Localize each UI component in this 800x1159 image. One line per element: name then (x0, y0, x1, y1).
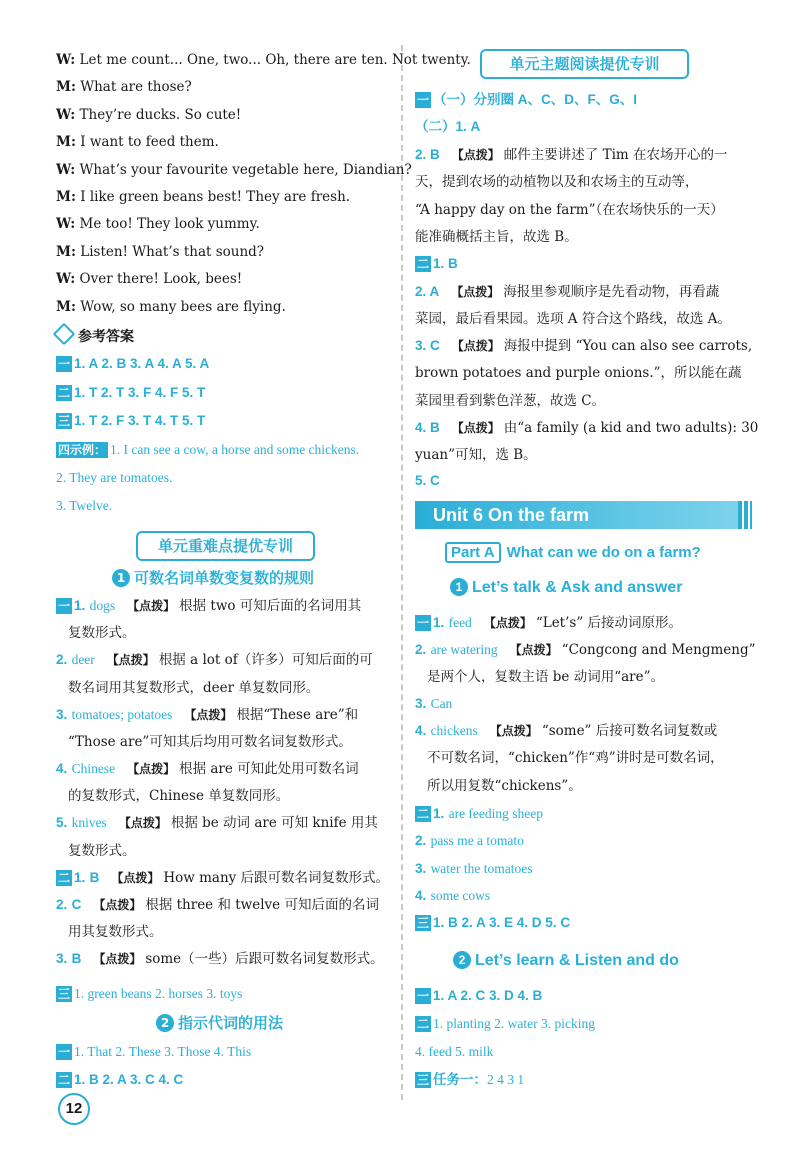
item-number: 2. (415, 833, 427, 849)
topic-heading-2: 2 指示代词的用法 (156, 1012, 283, 1033)
answer-item (56, 596, 361, 616)
unit-topic2-section2: 二 1. planting 2. water 3. picking (417, 1016, 595, 1031)
answer-item (56, 949, 384, 969)
tip-label: 【点拨】 (451, 285, 500, 299)
item-answer: feed (448, 615, 472, 630)
decorative-stripes (738, 501, 752, 529)
tip-text: 复数形式。 (68, 842, 136, 859)
answer-values: 1. T 2. T 3. F 4. F 5. T (74, 384, 206, 400)
item-answer: are watering (430, 642, 498, 657)
speaker-label: M: (56, 189, 76, 205)
speaker-label: W: (56, 52, 76, 68)
section-badge: 一 (58, 1045, 71, 1059)
speaker-label: W: (56, 271, 76, 288)
item-number: 1. (74, 869, 86, 885)
dialogue-text: Over there! Look, bees! (79, 271, 243, 288)
dialogue-text: I want to feed them. (80, 134, 219, 151)
answer-item (415, 694, 452, 714)
item-answer: B (89, 869, 100, 885)
answer-item (415, 145, 728, 165)
tip-text: 根据 three 和 twelve 可知后面的名词 (145, 896, 379, 913)
section-badge: 二 (417, 257, 430, 271)
tip-text: 菜园，最后看果园。选项 A 符合这个路线，故选 A。 (415, 311, 731, 328)
item-answer: dogs (89, 598, 116, 613)
dialogue-text: Me too! They look yummy. (79, 216, 260, 233)
tip-label: 【点拨】 (451, 421, 500, 435)
item-number: 1. (74, 598, 86, 613)
reading-part2: （二）1. A (415, 119, 481, 134)
answer-item (415, 859, 533, 879)
answer-row (56, 411, 205, 431)
topic-heading-1: 1 Let’s talk & Ask and answer (450, 578, 682, 597)
reading-part1: 一 （一）分别圈 A、C、D、F、G、I (417, 92, 638, 107)
tip-text-continued (415, 172, 699, 192)
answer-text: 1. I can see a cow, a horse and some chickens. (110, 442, 360, 457)
tip-text-continued (68, 841, 136, 861)
dialogue-line (56, 160, 412, 180)
item-number: 2. B (415, 147, 440, 162)
tip-text: brown potatoes and purple onions.”，所以能在蔬 (415, 365, 742, 382)
item-number: 2. (56, 652, 68, 668)
section-badge: 三 (417, 916, 430, 930)
dialogue-text: They’re ducks. So cute! (79, 106, 242, 123)
item-number: 4. (415, 723, 427, 739)
tip-label: 【点拨】 (509, 643, 558, 657)
answer-item (415, 640, 756, 660)
section-badge: 三 (58, 987, 71, 1001)
tip-text-continued (68, 623, 136, 643)
speaker-label: W: (56, 106, 76, 123)
tip-text: 根据 are 可知此处用可数名词 (179, 760, 359, 777)
answer-values: 1. T 2. F 3. T 4. T 5. T (74, 413, 206, 428)
item-answer: pass me a tomato (430, 833, 524, 849)
tip-text: 根据 two 可知后面的名词用其 (179, 598, 362, 614)
tip-text-continued (68, 732, 352, 752)
unit-title-bar: Unit 6 On the farm (415, 501, 740, 529)
speaker-label: M: (56, 243, 76, 260)
tip-text: “A happy day on the farm”（在农场快乐的一天） (415, 201, 724, 218)
dialogue-line (56, 214, 260, 234)
answer-item (56, 813, 378, 833)
section-badge: 一 (58, 599, 71, 613)
tip-label: 【点拨】 (127, 599, 176, 613)
item-number: 1. (433, 806, 445, 821)
item-number: 4. B (415, 420, 440, 435)
speaker-label: M: (56, 79, 76, 96)
item-number: 4. (415, 888, 427, 904)
dialogue-line (56, 77, 192, 97)
answer-row (415, 254, 458, 274)
item-number: 2. (415, 642, 427, 657)
section-badge: 二 (58, 870, 71, 885)
dialogue-line (56, 187, 350, 207)
speaker-label: M: (56, 134, 76, 151)
tip-text-continued (415, 200, 724, 220)
tip-label: 【点拨】 (111, 870, 160, 885)
pencil-icon (53, 323, 76, 346)
tip-text: 数名词用其复数形式，deer 单复数同形。 (68, 679, 320, 696)
item-number: 5. C (415, 473, 440, 488)
item-number: 3. (415, 696, 427, 712)
section-badge: 一 (417, 989, 430, 1003)
answer-values: 1. A 2. B 3. A 4. A 5. A (74, 356, 210, 371)
tip-text: 菜园里看到紫色洋葱，故选 C。 (415, 392, 606, 409)
tip-text: 所以用复数“chickens”。 (427, 777, 582, 794)
answer-values: 1. B 2. A 3. E 4. D 5. C (433, 915, 571, 930)
item-answer: knives (71, 815, 107, 831)
dialogue-text: I like green beans best! They are fresh. (80, 189, 351, 205)
section-banner: 单元主题阅读提优专训 (480, 49, 689, 79)
tip-text: 根据 a lot of（许多）可知后面的可 (158, 652, 373, 669)
answer-item (415, 418, 758, 438)
part-a-heading: Part A What can we do on a farm? (445, 544, 701, 561)
section-banner: 单元重难点提优专训 (136, 531, 315, 561)
section-badge: 二 (58, 1073, 71, 1087)
answer-item (415, 886, 490, 906)
answer-item (415, 831, 524, 851)
answer-item (56, 759, 359, 779)
tip-text: 不可数名词，“chicken”作“鸡”讲时是可数名词， (427, 750, 724, 767)
answer-item (415, 721, 717, 741)
topic-number-icon: 1 (450, 578, 468, 596)
answer-item (56, 650, 373, 670)
tip-text-continued (427, 667, 664, 687)
item-answer: are feeding sheep (448, 806, 544, 821)
section-badge: 二 (417, 807, 430, 821)
tip-text-continued (68, 922, 163, 942)
tip-text: 海报中提到 “You can also see carrots, (503, 338, 753, 354)
item-number: 1. B (433, 256, 458, 271)
reference-answer-title: 参考答案 (56, 326, 134, 347)
item-number: 4. (56, 760, 68, 776)
topic2-section1: 一 1. That 2. These 3. Those 4. This (58, 1044, 252, 1059)
dialogue-text: What’s your favourite vegetable here, Diandian? (79, 161, 412, 178)
section-badge: 三 (58, 414, 71, 428)
speaker-label: M: (56, 298, 76, 315)
dialogue-text: Let me count... One, two... Oh, there are ten. Not twenty. (79, 52, 471, 68)
tip-label: 【点拨】 (483, 616, 532, 630)
dialogue-text: Wow, so many bees are flying. (80, 298, 286, 315)
tip-text: How many 后跟可数名词复数形式。 (163, 869, 390, 886)
tip-text: 复数形式。 (68, 625, 136, 642)
tip-text: some（一些）后跟可数名词复数形式。 (145, 950, 384, 967)
answer-row (56, 354, 209, 374)
item-number: 2. A (415, 284, 440, 299)
answer-item (56, 705, 358, 725)
tip-text: “Those are”可知其后均用可数名词复数形式。 (68, 733, 352, 750)
tip-text: 由“a family (a kid and two adults): 30 (503, 420, 759, 436)
topic-number-icon: 2 (453, 951, 471, 969)
answer-item (415, 282, 719, 302)
dialogue-line (56, 50, 471, 70)
answer-item (415, 613, 682, 633)
speaker-label: W: (56, 216, 76, 233)
answer-item (415, 804, 543, 824)
answer-item (415, 336, 752, 356)
tip-text-continued (415, 445, 537, 465)
answer-row (56, 468, 172, 488)
answer-text: 2. They are tomatoes. (56, 470, 173, 485)
answer-row (56, 383, 205, 403)
topic-heading-1: 1 可数名词单数变复数的规则 (112, 567, 314, 588)
section-badge: 二 (58, 385, 71, 400)
tip-text-continued (68, 678, 319, 698)
tip-text-continued (68, 786, 289, 806)
tip-text: 天，提到农场的动植物以及和农场主的互动等， (415, 174, 699, 191)
tip-text: “Let’s” 后接动词原形。 (535, 615, 683, 631)
answer-item (56, 895, 379, 915)
column-divider (401, 45, 403, 1100)
tip-label: 【点拨】 (489, 724, 538, 739)
section-badge: 一 (58, 357, 71, 371)
item-answer: tomatoes; potatoes (71, 706, 173, 722)
page-number: 12 (58, 1093, 90, 1125)
answer-row (56, 440, 359, 460)
tip-text-continued (415, 391, 605, 411)
section-badge: 三 (417, 1073, 430, 1087)
item-answer: some cows (430, 888, 491, 904)
tip-text: 邮件主要讲述了 Tim 在农场开心的一 (503, 147, 728, 163)
tip-label: 【点拨】 (93, 897, 142, 912)
item-number: 3. (56, 950, 68, 966)
tip-label: 【点拨】 (127, 761, 176, 776)
tip-text: 海报里参观顺序是先看动物，再看蔬 (503, 284, 720, 300)
answer-item (56, 868, 389, 888)
section-badge: 一 (417, 93, 430, 107)
tip-label: 【点拨】 (184, 707, 233, 722)
tip-text: 的复数形式，Chinese 单复数同形。 (68, 788, 290, 805)
speaker-label: W: (56, 161, 76, 178)
item-answer: chickens (430, 723, 478, 739)
answer-row (415, 913, 570, 933)
answer-text: 3. Twelve. (56, 498, 113, 513)
item-number: 3. (56, 706, 68, 722)
tip-text-continued (427, 776, 582, 796)
tip-text: 用其复数形式。 (68, 923, 163, 940)
answer-row (415, 471, 440, 491)
answer-row (56, 496, 112, 516)
dialogue-line (56, 242, 264, 262)
item-answer: B (71, 950, 82, 966)
tip-text: 根据“These are”和 (236, 706, 359, 723)
dialogue-line (56, 297, 286, 317)
tip-label: 【点拨】 (106, 653, 155, 668)
tip-text-continued (415, 227, 578, 247)
tip-text-continued (415, 309, 731, 329)
topic-number-icon: 2 (156, 1014, 174, 1032)
dialogue-line (56, 269, 242, 289)
item-answer: water the tomatoes (430, 860, 533, 876)
tip-label: 【点拨】 (118, 816, 167, 831)
item-answer: deer (71, 652, 95, 668)
tip-label: 【点拨】 (451, 148, 500, 162)
tip-text: yuan”可知，选 B。 (415, 447, 537, 464)
answer-values: 1. green beans 2. horses 3. toys (74, 986, 243, 1001)
tip-text: 根据 be 动词 are 可知 knife 用其 (170, 815, 378, 832)
section-badge: 二 (417, 1017, 430, 1031)
item-number: 2. (56, 896, 68, 912)
item-answer: Chinese (71, 760, 116, 776)
tip-label: 【点拨】 (451, 339, 500, 353)
topic2-section2: 二 1. B 2. A 3. C 4. C (58, 1072, 184, 1087)
answer-row (56, 984, 242, 1004)
section-badge: 四示例： (58, 443, 107, 457)
unit-topic2-section1: 一 1. A 2. C 3. D 4. B (417, 988, 543, 1003)
item-number: 3. (415, 860, 427, 876)
dialogue-text: What are those? (80, 79, 192, 96)
tip-text: “Congcong and Mengmeng” (561, 642, 756, 658)
tip-label: 【点拨】 (93, 951, 142, 966)
unit-topic2-section3: 三 任务一：2 4 3 1 (417, 1072, 525, 1087)
dialogue-line (56, 105, 241, 125)
dialogue-line (56, 132, 219, 152)
item-answer: C (71, 896, 82, 912)
item-answer: Can (430, 696, 453, 712)
tip-text-continued (415, 363, 742, 383)
tip-text-continued (427, 748, 724, 768)
topic-heading-2: 2 Let’s learn & Listen and do (453, 951, 679, 970)
item-number: 3. C (415, 338, 440, 353)
tip-text: 能准确概括主旨，故选 B。 (415, 228, 578, 245)
section-badge: 一 (417, 616, 430, 630)
tip-text: “some” 后接可数名词复数或 (541, 723, 718, 740)
topic-number-icon: 1 (112, 569, 130, 587)
unit-topic2-section2b: 4. feed 5. milk (415, 1044, 494, 1059)
tip-text: 是两个人，复数主语 be 动词用“are”。 (427, 669, 665, 686)
item-number: 5. (56, 815, 68, 831)
dialogue-text: Listen! What’s that sound? (80, 243, 265, 260)
item-number: 1. (433, 615, 445, 630)
